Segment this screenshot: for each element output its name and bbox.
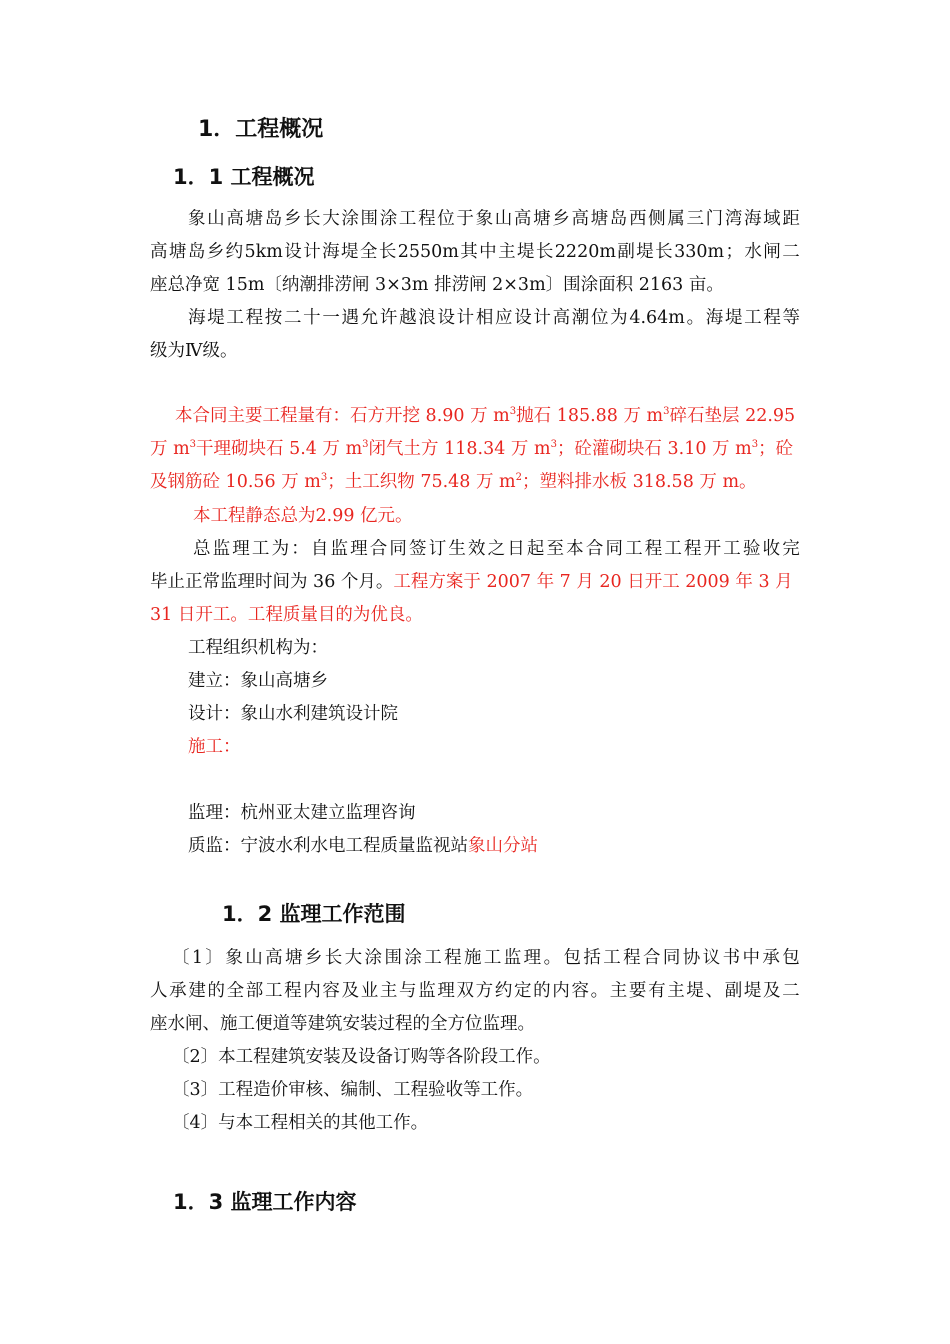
org-design: 设计：象山水利建筑设计院 (188, 704, 398, 724)
duration-text: 毕止正常监理时间为 36 个月。 (150, 572, 394, 592)
quality-branch: 象山分站 (468, 836, 538, 856)
quantities-text: 干理砌块石 5.4 万 m (196, 439, 363, 459)
overview-p1-line2: 高 塘 岛 乡 约 5km 设 计 海 堤 全 长 2550m 其 中 主 堤 长 2220m 副 堤 长 330m ； 水 闸 二 (150, 242, 800, 262)
scope-item1-line2: 人 承 建 的 全 部 工 程 内 容 及 业 主 与 监 理 双 方 约 定 的 内 容 。 主 要 有 主 堤 、 副 堤 及 二 (150, 981, 800, 1001)
section-1-3-title: 1．3 监理工作内容 (173, 1190, 357, 1214)
duration-line2 (150, 570, 793, 594)
scope-item3: 〔3〕工程造价审核、编制、工程验收等工作。 (172, 1080, 534, 1100)
superscript: 3 (362, 439, 369, 450)
org-supervision: 监理：杭州亚太建立监理咨询 (188, 803, 416, 823)
quantities-text: ；砼 (758, 439, 794, 459)
quantities-line1 (175, 404, 795, 428)
scope-item2: 〔2〕本工程建筑安装及设备订购等各阶段工作。 (172, 1047, 551, 1067)
section-1-2-title: 1．2 监理工作范围 (222, 902, 406, 926)
scope-item1-line3: 座水闸、施工便道等建筑安装过程的全方位监理。 (150, 1014, 535, 1034)
scope-item4: 〔4〕与本工程相关的其他工作。 (172, 1113, 429, 1133)
quantities-text: 本合同主要工程量有：石方开挖 8.90 万 m (175, 406, 510, 426)
superscript: 3 (550, 439, 557, 450)
quantities-text: ；土工织物 75.48 万 m (327, 472, 516, 492)
chapter-title: 1．工程概况 (198, 117, 324, 142)
quantities-line2 (150, 437, 793, 461)
overview-p1-line3: 座总净宽 15m〔纳潮排涝闸 3×3m 排涝闸 2×3m〕围涂面积 2163 亩。 (150, 275, 724, 295)
static-total: 本工程静态总为2.99 亿元。 (193, 506, 413, 526)
org-construction: 施工： (188, 737, 241, 757)
overview-p2-line2: 级为Ⅳ级。 (150, 341, 238, 361)
quantities-text: 碎石垫层 22.95 (669, 406, 796, 426)
quality-text: 质监：宁波水利水电工程质量监视站 (188, 836, 468, 856)
schedule-text: 工程方案于 2007 年 7 月 20 日开工 2009 年 3 月 (393, 572, 793, 592)
duration-line3: 31 日开工。工程质量目的为优良。 (150, 605, 423, 625)
overview-p2-line1: 海 堤 工 程 按 二 十 一 遇 允 许 越 浪 设 计 相 应 设 计 高 潮 位 为 4.64m 。 海 堤 工 程 等 (188, 308, 800, 328)
quantities-text: ；砼灌砌块石 3.10 万 m (556, 439, 752, 459)
quantities-text: 万 m (150, 439, 190, 459)
org-intro: 工程组织机构为： (188, 638, 328, 658)
superscript: 3 (320, 472, 328, 483)
section-1-1-title: 1．1 工程概况 (173, 165, 315, 189)
superscript: 3 (663, 406, 670, 417)
superscript: 3 (189, 439, 197, 450)
quantities-text: 抛石 185.88 万 m (516, 406, 664, 426)
scope-item1-line1: 〔 1 〕 象 山 高 塘 乡 长 大 涂 围 涂 工 程 施 工 监 理 。 包 括 工 程 合 同 协 议 书 中 承 包 (172, 948, 800, 968)
quantities-line3 (150, 470, 757, 494)
quantities-text: ；塑料排水板 318.58 万 m。 (522, 472, 757, 492)
duration-line1: 总 监 理 工 为 ： 自 监 理 合 同 签 订 生 效 之 日 起 至 本 合 同 工 程 工 程 开 工 验 收 完 (193, 539, 800, 559)
quantities-text: 闭气土方 118.34 万 m (368, 439, 551, 459)
superscript: 2 (515, 472, 523, 483)
quantities-text: 及钢筋砼 10.56 万 m (150, 472, 321, 492)
overview-p1-line1: 象 山 高 塘 岛 乡 长 大 涂 围 涂 工 程 位 于 象 山 高 塘 乡 高 塘 岛 西 侧 属 三 门 湾 海 域 距 (188, 209, 800, 229)
org-quality (188, 834, 538, 858)
superscript: 3 (509, 406, 517, 417)
org-owner: 建立：象山高塘乡 (188, 671, 328, 691)
superscript: 3 (751, 439, 759, 450)
